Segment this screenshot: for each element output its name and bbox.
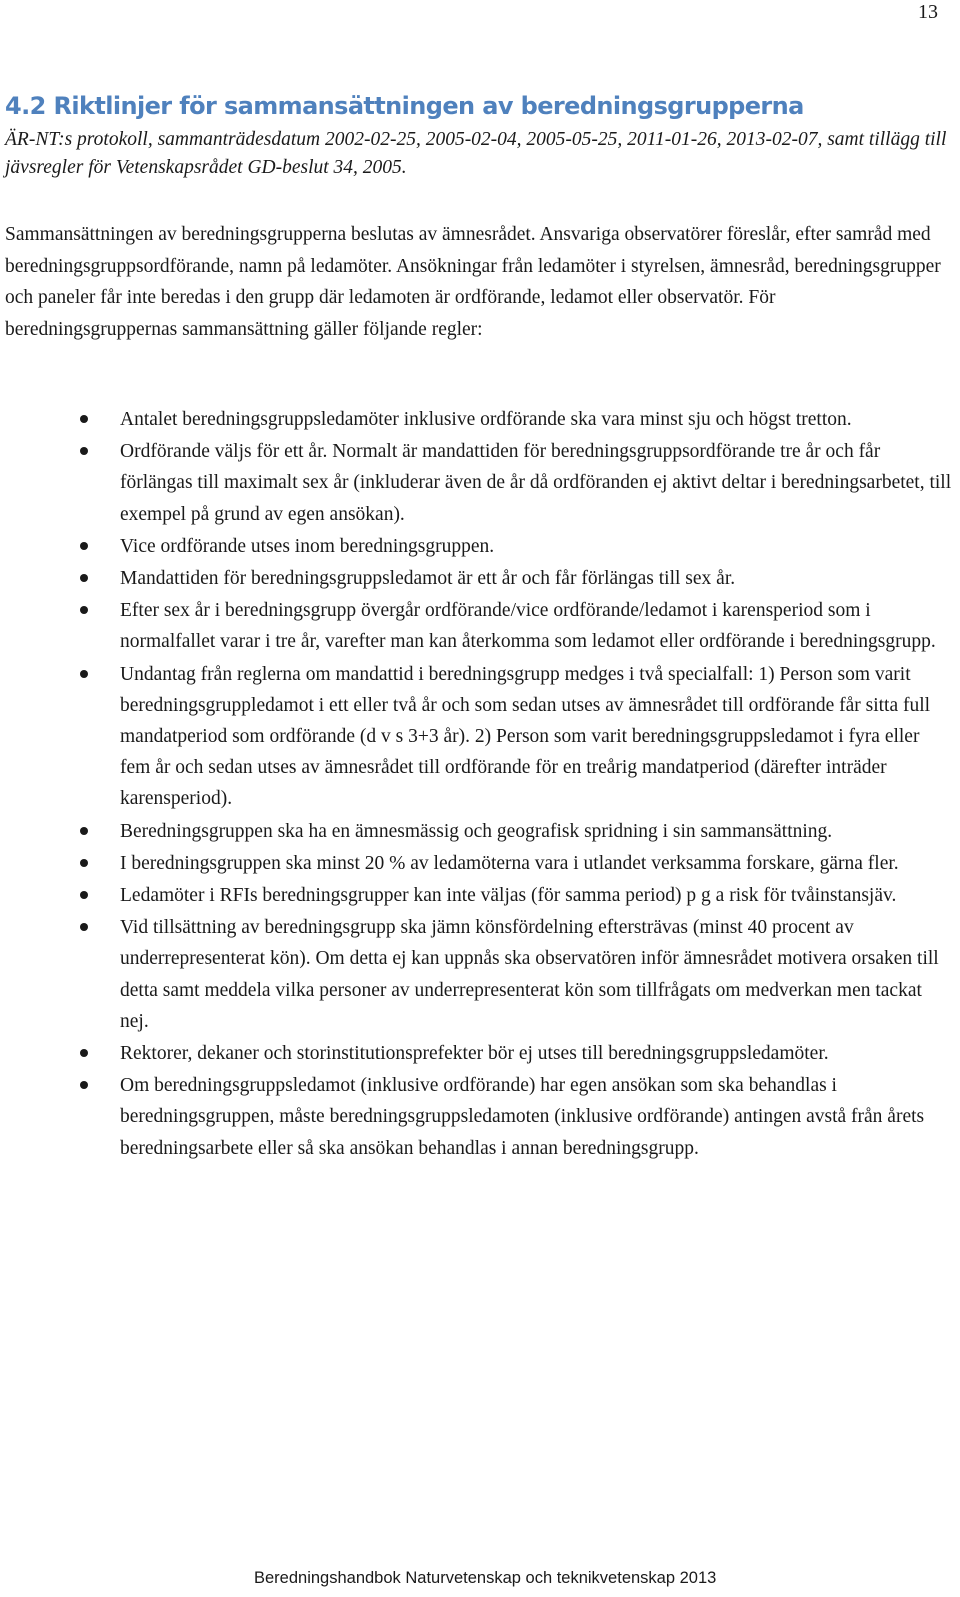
bullet-icon bbox=[80, 415, 88, 423]
rule-text: Ordförande väljs för ett år. Normalt är mandattiden för beredningsgruppsordförande tre år och får förlängas till maximalt sex år (inkluderar även de år då ordföranden ej aktivt deltar i beredningsarbetet, till exempel på grund av egen ansökan). bbox=[120, 441, 952, 525]
bullet-icon bbox=[80, 670, 88, 678]
rule-text: Antalet beredningsgruppsledamöter inklusive ordförande ska vara minst sju och högst tretton. bbox=[120, 409, 852, 430]
page-number: 13 bbox=[918, 1, 938, 23]
rule-text: Vice ordförande utses inom beredningsgruppen. bbox=[120, 535, 495, 557]
bullet-icon bbox=[80, 1049, 88, 1057]
rule-item bbox=[0, 531, 952, 562]
rule-item bbox=[0, 1038, 952, 1069]
rule-text: Ledamöter i RFIs beredningsgrupper kan inte väljas (för samma period) p g a risk för tvåinstansjäv. bbox=[120, 885, 897, 907]
rule-text: Efter sex år i beredningsgrupp övergår ordförande/vice ordförande/ledamot i karensperiod som i normalfallet varar i tre år, varefter man kan återkomma som ledamot eller ordförande i beredningsgrupp. bbox=[120, 600, 936, 653]
rule-text: Om beredningsgruppsledamot (inklusive ordförande) har egen ansökan som ska behandlas i beredningsgruppen, måste beredningsgruppsledamoten (inklusive ordförande) antingen avstå från årets beredningsarbete eller så ska ansökan behandlas i annan beredningsgrupp. bbox=[120, 1075, 925, 1159]
bullet-icon bbox=[80, 447, 88, 455]
bullet-icon bbox=[80, 859, 88, 867]
bullet-icon bbox=[80, 891, 88, 899]
rule-item bbox=[0, 595, 952, 657]
rule-item bbox=[0, 848, 952, 879]
rule-text: Vid tillsättning av beredningsgrupp ska jämn könsfördelning eftersträvas (minst 40 procent av underrepresenterat kön). Om detta ej kan uppnås ska observatören inför ämnesrådet motivera orsaken till detta samt meddela vilka personer av underrepresenterat kön som tillfrågats om medverkan men tackat nej. bbox=[120, 917, 939, 1032]
rule-item bbox=[0, 659, 952, 815]
bullet-icon bbox=[80, 923, 88, 931]
rules-list bbox=[0, 404, 952, 1164]
rule-item bbox=[0, 436, 952, 530]
bullet-icon bbox=[80, 1081, 88, 1089]
rule-text: Mandattiden för beredningsgruppsledamot är ett år och får förlängas till sex år. bbox=[120, 568, 736, 590]
rule-item bbox=[0, 912, 952, 1037]
protocol-note: ÄR-NT:s protokoll, sammanträdesdatum 2002-02-25, 2005-02-04, 2005-05-25, 2011-01-26, 2013-02-07, samt tillägg till jävsregler för Vetenskapsrådet GD-beslut 34, 2005. bbox=[5, 129, 947, 178]
rule-text: Beredningsgruppen ska ha en ämnesmässig och geografisk spridning i sin sammansättning. bbox=[120, 820, 833, 842]
rule-text: I beredningsgruppen ska minst 20 % av ledamöterna vara i utlandet verksamma forskare, gärna fler. bbox=[120, 852, 899, 874]
rule-item bbox=[0, 404, 952, 435]
rule-item bbox=[0, 1070, 952, 1164]
intro-paragraph: Sammansättningen av beredningsgrupperna beslutas av ämnesrådet. Ansvariga observatörer föreslår, efter samråd med beredningsgruppsordförande, namn på ledamöter. Ansökningar från ledamöter i styrelsen, ämnesråd, beredningsgrupper och paneler får inte beredas i den grupp där ledamoten är ordförande, ledamot eller observatör. För beredningsgruppernas sammansättning gäller följande regler: bbox=[5, 224, 941, 340]
bullet-icon bbox=[80, 574, 88, 582]
rule-item bbox=[0, 563, 952, 594]
bullet-icon bbox=[80, 827, 88, 835]
rule-text: Undantag från reglerna om mandattid i beredningsgrupp medges i två specialfall: 1) Person som varit beredningsgruppledamot i ett eller två år och som sedan utses av ämnesrådet till ordförande får sitta full mandatperiod som ordförande (d v s 3+3 år). 2) Person som varit beredningsgruppsledamot i fyra eller fem år och sedan utses av ämnesrådet till ordförande för en treårig mandatperiod (därefter inträder karensperiod). bbox=[120, 663, 931, 810]
rule-item bbox=[0, 816, 952, 847]
rule-text: Rektorer, dekaner och storinstitutionsprefekter bör ej utses till beredningsgruppsledamöter. bbox=[120, 1043, 829, 1065]
page-footer: Beredningshandbok Naturvetenskap och teknikvetenskap 2013 bbox=[254, 1569, 717, 1587]
section-heading: 4.2 Riktlinjer för sammansättningen av beredningsgrupperna bbox=[5, 92, 804, 120]
bullet-icon bbox=[80, 606, 88, 614]
bullet-icon bbox=[80, 542, 88, 550]
rule-item bbox=[0, 880, 952, 911]
